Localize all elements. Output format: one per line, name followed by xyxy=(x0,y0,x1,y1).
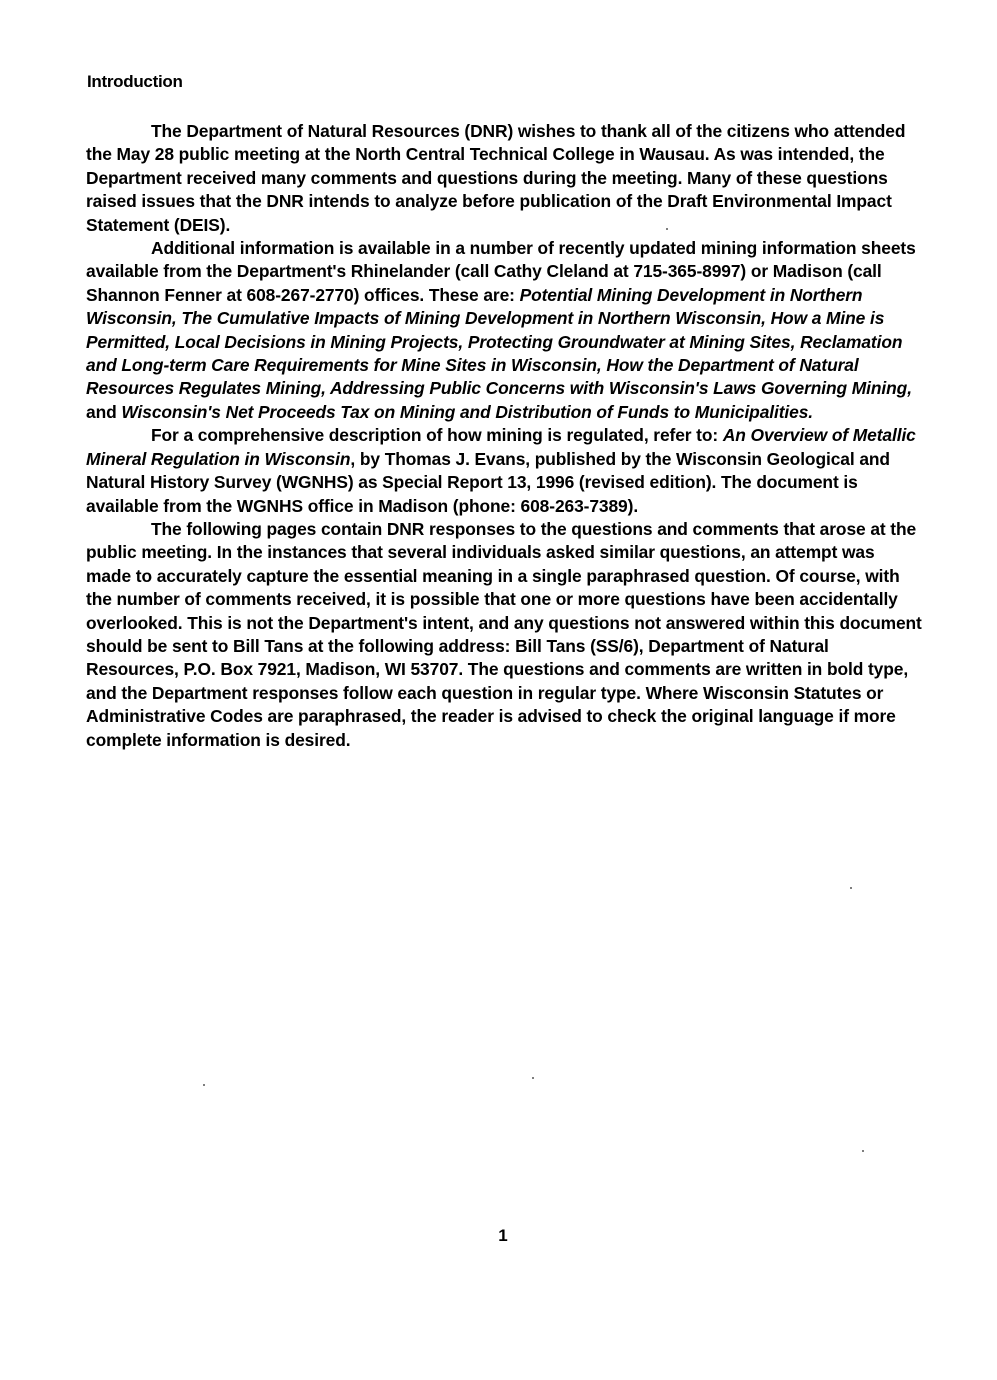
paragraph-2-titles-b: Wisconsin's Net Proceeds Tax on Mining and Distribution of Funds to Municipalities. xyxy=(121,401,814,422)
paragraph-3-title: An Overview of Metallic Mineral Regulation in Wisconsin xyxy=(86,425,916,469)
paragraph-3-text-a: For a comprehensive description of how mining is regulated, refer to: xyxy=(151,425,723,446)
paragraph-1-text: The Department of Natural Resources (DNR) wishes to thank all of the citizens who attended the May 28 public meeting at the North Central Technical College in Wausau. As was intended, the Department received many comments and questions during the meeting. Many of these questions raised issues that the DNR intends to analyze before publication of the Draft Environmental Impact Statement (DEIS). xyxy=(86,121,906,235)
scan-speck xyxy=(862,1150,864,1152)
paragraph-4-text: The following pages contain DNR responses to the questions and comments that arose at the public meeting. In the instances that several individuals asked similar questions, an attempt was made to accurately capture the essential meaning in a single paraphrased question. Of course, with the number of comments received, it is possible that one or more questions have been accidentally overlooked. This is not the Department's intent, and any questions not answered within this document should be sent to Bill Tans at the following address: Bill Tans (SS/6), Department of Natural Resources, P.O. Box 7921, Madison, WI 53707. The questions and comments are written in bold type, and the Department responses follow each question in regular type. Where Wisconsin Statutes or Administrative Codes are paraphrased, the reader is advised to check the original language if more complete information is desired. xyxy=(86,518,922,750)
paragraph-3 xyxy=(86,424,924,518)
paragraph-2-titles-a: Potential Mining Development in Northern Wisconsin, The Cumulative Impacts of Mining Development in Northern Wisconsin, How a Mine is Permitted, Local Decisions in Mining Projects, Protecting Groundwater at Mining Sites, Reclamation and Long-term Care Requirements for Mine Sites in Wisconsin, How the Department of Natural Resources Regulates Mining, Addressing Public Concerns with Wisconsin's Laws Governing Mining, xyxy=(86,284,912,399)
scan-speck xyxy=(532,1077,534,1079)
paragraph-2 xyxy=(86,237,924,424)
scan-speck xyxy=(203,1084,205,1086)
paragraph-2-text-a: Additional information is available in a number of recently updated mining information sheets available from the Department's Rhinelander (call Cathy Cleland at 715-365-8997) or Madison (call Shannon Fenner at 608-267-2770) offices. These are: xyxy=(86,238,916,305)
scan-speck xyxy=(666,228,668,230)
section-heading: Introduction xyxy=(87,72,183,91)
body-text xyxy=(86,120,924,752)
paragraph-2-text-b: and xyxy=(86,401,122,422)
page-number: 1 xyxy=(498,1226,508,1245)
paragraph-1 xyxy=(86,120,924,237)
scan-speck xyxy=(850,887,852,889)
paragraph-3-text-b: , by Thomas J. Evans, published by the Wisconsin Geological and Natural History Survey (WGNHS) as Special Report 13, 1996 (revised edition). The document is available from the WGNHS office in Madison (phone: 608-263-7389). xyxy=(86,448,890,516)
paragraph-4 xyxy=(86,518,924,752)
